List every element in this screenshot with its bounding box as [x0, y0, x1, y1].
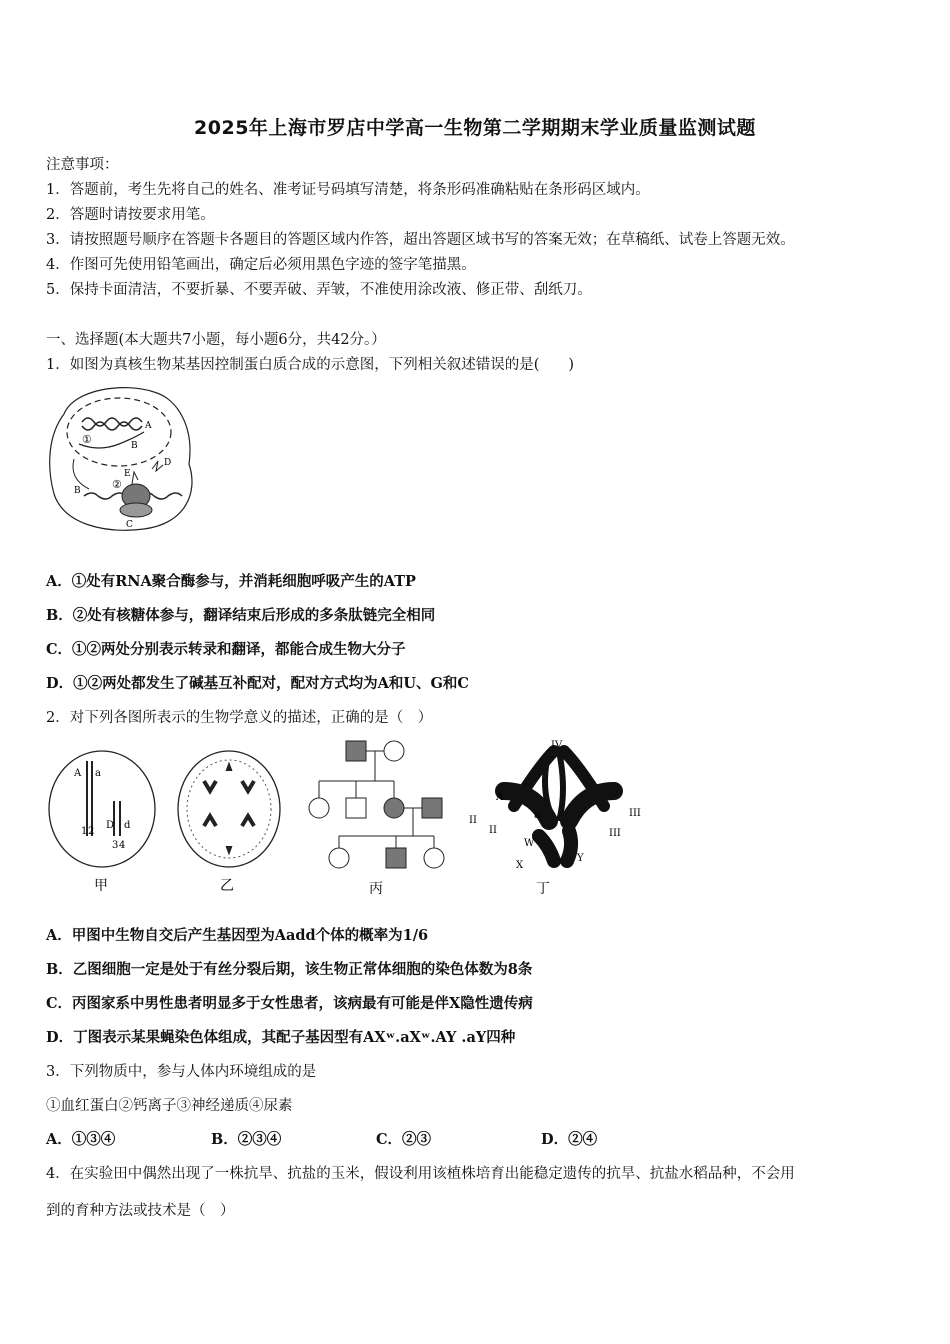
q1-option-c: C．①②两处分别表示转录和翻译，都能合成生物大分子 — [46, 641, 406, 658]
svg-text:IV: IV — [551, 740, 563, 751]
q3-option-a: A．①③④ — [46, 1131, 116, 1148]
fig-caption: 丙 — [369, 881, 383, 897]
notice-item: 1．答题前，考生先将自己的姓名、准考证号码填写清楚，将条形码准确粘贴在条形码区域内。 — [46, 182, 650, 198]
q3-option-b: B．②③④ — [211, 1131, 282, 1148]
q3-option-d: D．②④ — [541, 1131, 598, 1148]
svg-text:W: W — [524, 838, 535, 849]
q1-option-d: D．①②两处都发生了碱基互补配对，配对方式均为A和U、G和C — [46, 675, 469, 692]
svg-text:A: A — [496, 792, 504, 803]
svg-text:X: X — [516, 860, 524, 871]
q3-options — [46, 1128, 597, 1149]
svg-text:1: 1 — [81, 826, 88, 837]
gene-expression-figure — [44, 384, 204, 534]
question-4-stem: 4．在实验田中偶然出现了一株抗旱、抗盐的玉米，假设利用该植株培育出能稳定遗传的抗旱、抗盐水稻品种，不会用 — [46, 1166, 795, 1182]
notice-item: 3．请按照题号顺序在答题卡各题目的答题区域内作答，超出答题区域书写的答案无效；在草稿纸、试卷上答题无效。 — [46, 232, 795, 248]
fig-label: B — [74, 486, 81, 496]
fig-label: A — [145, 421, 152, 431]
svg-text:4: 4 — [119, 840, 126, 851]
fig-label: ② — [112, 478, 122, 491]
q2-option-d: D．丁图表示某果蝇染色体组成，其配子基因型有AXʷ.aXʷ.AY .aY四种 — [46, 1029, 516, 1046]
section-heading: 一、选择题(本大题共7小题，每小题6分，共42分。） — [46, 332, 386, 348]
notice-heading: 注意事项： — [46, 157, 119, 173]
q2-option-a: A．甲图中生物自交后产生基因型为Aadd个体的概率为1/6 — [46, 927, 429, 944]
q1-option-a: A．①处有RNA聚合酶参与，并消耗细胞呼吸产生的ATP — [46, 573, 416, 590]
notice-item: 5．保持卡面清洁，不要折暴、不要弄破、弄皱，不准使用涂改液、修正带、刮纸刀。 — [46, 282, 592, 298]
question-2-stem: 2．对下列各图所表示的生物学意义的描述，正确的是（ ） — [46, 710, 433, 726]
svg-text:Y: Y — [577, 853, 584, 864]
question-3-stem: 3．下列物质中，参与人体内环境组成的是 — [46, 1064, 317, 1080]
svg-text:II: II — [489, 825, 497, 836]
svg-text:II: II — [469, 815, 477, 826]
fig-label: C — [126, 520, 133, 530]
svg-text:3: 3 — [112, 840, 119, 851]
q3-option-c: C．②③ — [376, 1131, 432, 1148]
svg-text:a: a — [534, 810, 540, 821]
page-title: 2025年上海市罗店中学高一生物第二学期期末学业质量监测试题 — [194, 117, 756, 139]
svg-text:a: a — [95, 768, 101, 779]
svg-text:A: A — [74, 768, 82, 779]
fig-caption: 甲 — [94, 878, 108, 894]
notice-item: 4．作图可先使用铅笔画出，确定后必须用黑色字迹的签字笔描黑。 — [46, 257, 476, 273]
fig-caption: 丁 — [536, 881, 550, 897]
q1-option-b: B．②处有核糖体参与，翻译结束后形成的多条肽链完全相同 — [46, 607, 436, 624]
question-1-stem: 1．如图为真核生物某基因控制蛋白质合成的示意图，下列相关叙述错误的是( ) — [46, 357, 575, 373]
q2-option-c: C．丙图家系中男性患者明显多于女性患者，该病最有可能是伴X隐性遗传病 — [46, 995, 533, 1012]
fig-label: ① — [82, 433, 92, 446]
svg-text:2: 2 — [88, 826, 95, 837]
q2-option-b: B．乙图细胞一定是处于有丝分裂后期，该生物正常体细胞的染色体数为8条 — [46, 961, 533, 978]
svg-text:D: D — [106, 820, 115, 831]
fig-label: B — [131, 441, 138, 451]
fig-caption: 乙 — [220, 878, 234, 894]
svg-text:d: d — [124, 820, 131, 831]
cell-figures — [44, 736, 654, 901]
question-4-stem-cont: 到的育种方法或技术是（ ） — [46, 1203, 235, 1219]
fig-label: D — [164, 458, 172, 468]
svg-text:III: III — [629, 808, 641, 819]
question-3-items: ①血红蛋白②钙离子③神经递质④尿素 — [46, 1098, 293, 1114]
notice-item: 2．答题时请按要求用笔。 — [46, 207, 215, 223]
fig-label: E — [124, 469, 131, 479]
svg-text:III: III — [609, 828, 621, 839]
